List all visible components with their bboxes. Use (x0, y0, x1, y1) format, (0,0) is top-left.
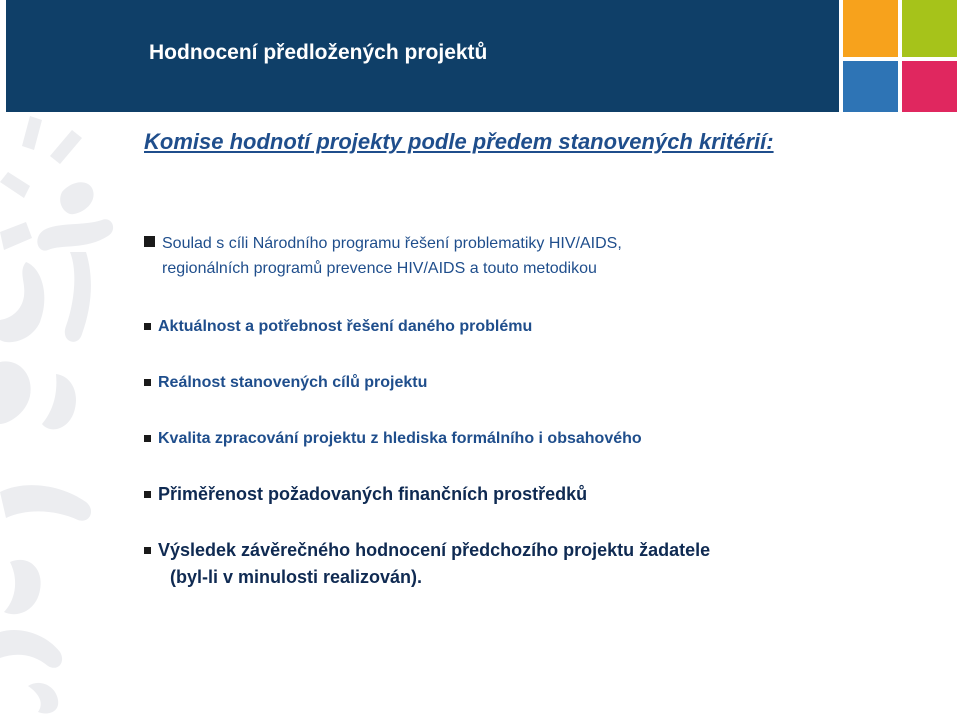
criterion-line-2: regionálních programů prevence HIV/AIDS a touto metodikou (162, 260, 597, 277)
decorative-figure-graphic (0, 112, 140, 716)
criterion-item (144, 231, 622, 281)
corner-square-red (902, 61, 957, 112)
corner-square-orange (843, 0, 898, 57)
criterion-text: Přiměřenost požadovaných finančních prostředků (158, 484, 588, 504)
square-bullet-icon (144, 547, 151, 554)
criterion-line-2: (byl-li v minulosti realizován). (170, 567, 423, 587)
square-bullet-icon (144, 236, 155, 247)
criterion-text (144, 537, 710, 591)
corner-square-green (902, 0, 957, 57)
criterion-text: Kvalita zpracování projektu z hlediska formálního i obsahového (158, 430, 642, 447)
criterion-line-1: Soulad s cíli Národního programu řešení problematiky HIV/AIDS, (162, 235, 622, 252)
criterion-line-1: Výsledek závěrečného hodnocení předchozího projektu žadatele (158, 540, 711, 560)
title-bar (6, 0, 839, 112)
corner-square-blue (843, 61, 898, 112)
criterion-text: Reálnost stanovených cílů projektu (158, 374, 428, 391)
slide-title: Hodnocení předložených projektů (149, 41, 488, 64)
square-bullet-icon (144, 323, 151, 330)
criterion-item (144, 537, 710, 591)
criterion-text (144, 231, 622, 281)
square-bullet-icon (144, 435, 151, 442)
criterion-item (144, 314, 532, 339)
criterion-item (144, 370, 427, 395)
criterion-text: Aktuálnost a potřebnost řešení daného problému (158, 318, 533, 335)
slide-subtitle: Komise hodnotí projekty podle předem stanovených kritérií: (144, 129, 774, 154)
criterion-item (144, 481, 587, 508)
criterion-item (144, 426, 642, 451)
square-bullet-icon (144, 379, 151, 386)
square-bullet-icon (144, 491, 151, 498)
